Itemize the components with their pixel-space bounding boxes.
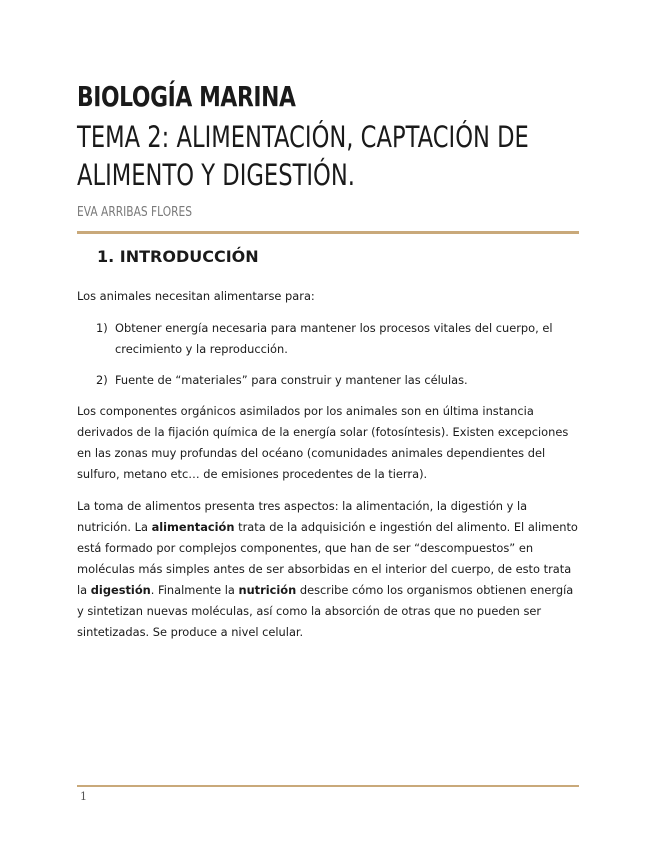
list-item-number: 1) xyxy=(96,321,108,335)
term-digestion: digestión xyxy=(90,583,151,597)
title-block xyxy=(77,80,597,194)
paragraph-feeding-aspects xyxy=(77,496,579,643)
term-alimentacion: alimentación xyxy=(151,520,235,534)
author-name: EVA ARRIBAS FLORES xyxy=(77,205,193,220)
list-item xyxy=(77,318,579,360)
topic-title: TEMA 2: ALIMENTACIÓN, CAPTACIÓN DE ALIMENTO Y DIGESTIÓN. xyxy=(77,120,529,192)
list-item-number: 2) xyxy=(96,373,108,387)
header-divider xyxy=(77,231,579,234)
text-fragment: trata de la adquisición e ingestión del alimento. El alimento está formado por complejos componentes, que han de ser “descompuestos” en moléculas más simples antes de ser absorbidas en el interior del cuerpo, de esto trata la xyxy=(77,520,578,597)
list-item xyxy=(77,370,579,391)
page-number: 1 xyxy=(80,790,87,803)
section-heading: 1. INTRODUCCIÓN xyxy=(97,247,259,266)
footer-divider xyxy=(77,785,579,787)
intro-paragraph: Los animales necesitan alimentarse para: xyxy=(77,289,315,303)
list-item-text: Obtener energía necesaria para mantener los procesos vitales del cuerpo, el crecimiento y la reproducción. xyxy=(115,321,553,356)
course-title: BIOLOGÍA MARINA xyxy=(77,80,296,113)
paragraph-photosynthesis: Los componentes orgánicos asimilados por los animales son en última instancia derivados de la fijación química de la energía solar (fotosíntesis). Existen excepciones en las zonas muy profundas del océano (comunidades animales dependientes del sulfuro, metano etc… de emisiones procedentes de la tierra). xyxy=(77,404,569,481)
purpose-list xyxy=(77,318,579,391)
text-fragment: describe cómo los organismos obtienen energía y sintetizan nuevas moléculas, así como la absorción de otras que no pueden ser sintetizadas. Se produce a nivel celular. xyxy=(77,583,574,639)
text-fragment: La toma de alimentos presenta tres aspectos: la alimentación, la digestión y la nutrición. La xyxy=(77,499,528,534)
term-nutricion: nutrición xyxy=(238,583,297,597)
list-item-text: Fuente de “materiales” para construir y mantener las células. xyxy=(115,373,468,387)
text-fragment: . Finalmente la xyxy=(150,583,239,597)
section-content xyxy=(77,286,579,654)
